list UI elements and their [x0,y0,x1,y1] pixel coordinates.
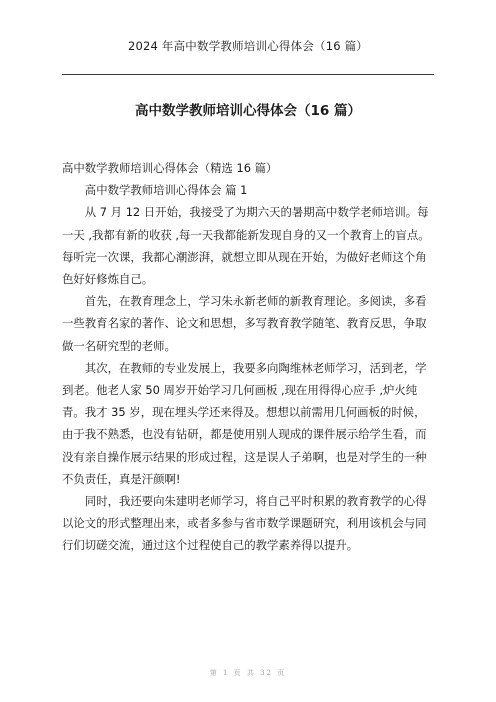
page-header: 2024 年高中数学教师培训心得体会（16 篇） [127,39,368,53]
document-subtitle: 高中数学教师培训心得体会（精选 16 篇） [62,161,278,175]
paragraph: 从 7 月 12 日开始，我接受了为期六天的暑期高中数学老师培训。每一天 ,我都有新的收获 ,每一天我都能新发现自身的又一个教育上的盲点。每听完一次课，我都心潮澎湃，就想立即从现在开始，为做好老师这个角色好好修炼自己。 [62,205,430,287]
document-body [62,157,436,557]
paragraph: 首先，在教育理念上，学习朱永新老师的新教育理论。多阅读，多看一些教育名家的著作、论文和思想，多写教育教学随笔、教育反思，争取做一名研究型的老师。 [62,294,427,353]
header-divider [62,74,434,75]
section-heading: 高中数学教师培训心得体会 篇 1 [84,183,248,198]
paragraph: 同时，我还要向朱建明老师学习，将自己平时积累的教育教学的心得以论文的形式整理出来，或者多参与省市数学课题研究，利用该机会与同行们切磋交流，通过这个过程使自己的教学素养得以提升。 [62,494,427,553]
paragraph: 其次，在教师的专业发展上，我要多向陶维林老师学习，活到老，学到老。他老人家 50 周岁开始学习几何画板 ,现在用得得心应手 ,炉火纯青。我才 35 岁，现在埋头学还来得及。想想以前需用几何画板的时候，由于我不熟悉，也没有钻研，都是使用别人现成的课件展示给学生看，而没有亲自操作展示结果的形成过程，这是误人子弟啊，也是对学生的一种不负责任，真是汗颜啊! [62,360,427,486]
document-title: 高中数学教师培训心得体会（16 篇） [135,103,361,119]
page-number-footer: 第 1 页 共 32 页 [209,669,287,677]
